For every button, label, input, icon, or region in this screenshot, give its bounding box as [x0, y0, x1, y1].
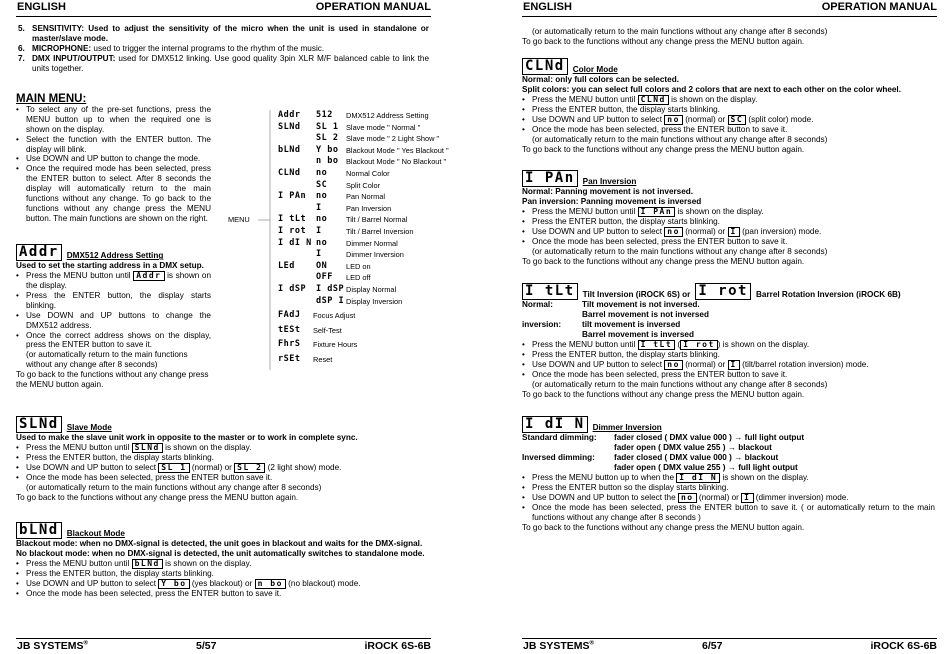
- header-title: OPERATION MANUAL: [821, 1, 937, 13]
- menu-item-label: Tilt / Barrel Normal: [346, 215, 408, 225]
- list-item: • Press the ENTER button, the display starts blinking.: [522, 350, 935, 360]
- section-title-row: [522, 283, 935, 300]
- menu-sub-display: SC: [316, 179, 328, 190]
- lcd-display-icon: I dI N: [522, 416, 588, 433]
- header-language: ENGLISH: [17, 1, 66, 13]
- lcd-display-icon: SLNd: [16, 416, 62, 433]
- back-text: To go back to the functions without any change press the MENU button again.: [522, 36, 805, 46]
- lcd-display-icon: no: [678, 493, 697, 503]
- main-menu-section: [16, 95, 211, 224]
- continued-text: [522, 27, 935, 47]
- menu-main-display: LEd: [278, 260, 295, 271]
- menu-main-display: SLNd: [278, 121, 301, 132]
- menu-sub-display: I: [316, 249, 322, 260]
- list-item: • Use DOWN and UP button to select the no (normal) or I (dimmer inversion) mode.: [522, 493, 935, 503]
- menu-item-label: Blackout Mode " Yes Blackout ": [346, 145, 449, 155]
- lcd-display-icon: I rot: [680, 340, 718, 350]
- back-text: To go back to the functions without any change press the MENU button again.: [522, 522, 805, 532]
- bullet-list: [522, 340, 935, 380]
- note-text: (or automatically return to the main functions without any change after 8 seconds): [26, 350, 188, 370]
- menu-button-label: MENU: [228, 215, 250, 224]
- list-item: • Use DOWN and UP button to select no (normal) or SC (split color) mode.: [522, 115, 935, 125]
- menu-main-display: Addr: [278, 110, 301, 120]
- section-title: Tilt Inversion (iROCK 6S) or: [582, 290, 691, 300]
- lcd-display-icon: no: [664, 115, 683, 125]
- menu-item-label: LED on: [346, 261, 371, 271]
- menu-sub-display: Y bo: [316, 144, 339, 155]
- section-title: Color Mode: [572, 65, 618, 75]
- section-intro: Normal: only full colors can be selected.: [522, 75, 679, 84]
- list-item: • Once the correct address shows on the display, press the ENTER button to save it.: [16, 331, 211, 351]
- lcd-display-icon: bLNd: [16, 522, 62, 539]
- menu-item-label: Pan Normal: [346, 192, 386, 202]
- blackout-section: [16, 522, 429, 599]
- menu-item-label: Self-Test: [313, 325, 342, 335]
- numbered-item: 5. SENSITIVITY: Used to adjust the sensitivity of the micro when the unit is used in standalone or master/slave mode.: [18, 24, 429, 43]
- menu-sub-display: OFF: [316, 272, 333, 283]
- note-text: (or automatically return to the main functions without any change after 8 seconds): [532, 246, 828, 256]
- page-header: [16, 1, 431, 17]
- lcd-display-icon: I rot: [695, 283, 751, 300]
- list-item: • Press the MENU button until I PAn is shown on the display.: [522, 207, 935, 217]
- definition-table: Standard dimming: fader closed ( DMX value 000 ) → full light output fader open ( DMX value 255 ) → blackout Inversed dimming: fader closed ( DMX value 000 ) → blackout fader open ( DMX value 255 ) → full light output: [522, 433, 805, 472]
- note-text: (or automatically return to the main functions without any change after 8 seconds): [532, 134, 828, 144]
- list-item: • Press the MENU button until Addr is shown on the display.: [16, 271, 211, 291]
- definition-table: Normal: Tilt movement is not inversed. Barrel movement is not inversed inversion: tilt movement is inversed Barrel movement is inversed: [522, 300, 709, 339]
- section-intro: Used to make the slave unit work in opposite to the master or to work in complete sync.: [16, 433, 358, 442]
- list-item: • Use DOWN and UP button to select Y bo (yes blackout) or n bo (no blackout) mode.: [16, 579, 429, 589]
- menu-main-display: CLNd: [278, 168, 301, 178]
- section-title: DMX512 Address Setting: [66, 251, 164, 261]
- section-title-row: [522, 58, 935, 75]
- back-text: To go back to the functions without any change press the MENU button again.: [522, 389, 805, 399]
- menu-main-display: FhrS: [278, 339, 301, 350]
- section-intro: Used to set the starting address in a DMX setup.: [16, 261, 204, 270]
- menu-main-display: rSEt: [278, 354, 301, 364]
- menu-tree-diagram: [228, 108, 449, 373]
- menu-sub-display: I dSP: [316, 284, 345, 294]
- lcd-display-icon: SLNd: [132, 443, 163, 453]
- section-intro: Pan inversion: Panning movement is inversed: [522, 196, 702, 206]
- back-text: To go back to the functions without any change press the MENU button again.: [16, 492, 299, 502]
- lcd-display-icon: SL 2: [234, 463, 265, 473]
- list-item: • Use DOWN and UP button to select SL 1 (normal) or SL 2 (2 light show) mode.: [16, 463, 429, 473]
- page-footer: [522, 638, 937, 652]
- menu-item-label: Reset: [313, 355, 333, 364]
- lcd-display-icon: CLNd: [638, 95, 669, 105]
- page-footer: [16, 638, 431, 652]
- list-item: • Once the mode has been selected, press the ENTER button to save it.: [522, 237, 935, 247]
- menu-main-display: I rot: [278, 226, 307, 236]
- menu-main-display: I dI N: [278, 237, 312, 248]
- pan-section: [522, 170, 935, 267]
- header-title: OPERATION MANUAL: [315, 1, 431, 13]
- menu-item-label: Slave mode " Normal ": [346, 122, 421, 132]
- section-intro: No blackout mode: when no DMX-signal is detected, the unit automatically switches to standalone mode.: [16, 548, 425, 558]
- list-item: • To select any of the pre-set functions, press the MENU button up to when the required one is shown on the display.: [16, 105, 211, 135]
- color-section: [522, 58, 935, 155]
- menu-sub-display: 512: [316, 110, 333, 120]
- numbered-item: 7. DMX INPUT/OUTPUT: used for DMX512 linking. Use good quality 3pin XLR M/F balanced cable to link the units together.: [18, 53, 429, 73]
- menu-main-display: I dSP: [278, 284, 307, 294]
- lcd-display-icon: I: [728, 227, 740, 237]
- section-title: Pan Inversion: [582, 177, 637, 187]
- menu-main-display: FAdJ: [278, 310, 301, 321]
- list-item: • Select the function with the ENTER button. The display will blink.: [16, 135, 211, 155]
- footer-model: iROCK 6S-6B: [364, 640, 431, 652]
- menu-sub-display: no: [316, 168, 328, 178]
- lcd-display-icon: SC: [728, 115, 747, 125]
- menu-item-label: Fixture Hours: [313, 340, 358, 350]
- menu-main-display: I PAn: [278, 191, 307, 202]
- menu-item-label: Dimmer Normal: [346, 238, 398, 248]
- section-title-row: [16, 416, 429, 433]
- list-item: • Press the ENTER button, the display starts blinking.: [16, 291, 211, 311]
- menu-item-label: Slave mode " 2 Light Show ": [346, 134, 440, 144]
- lcd-display-icon: I PAn: [638, 207, 676, 217]
- tilt-section: [522, 283, 935, 399]
- list-item: • Use DOWN and UP button to select no (normal) or I (tilt/barrel rotation inversion) mode.: [522, 360, 935, 370]
- menu-sub-display: no: [316, 237, 328, 248]
- lcd-display-icon: I: [741, 493, 753, 503]
- menu-main-display: bLNd: [278, 144, 301, 155]
- list-item: • Press the ENTER button, the display starts blinking.: [16, 569, 429, 579]
- back-text: To go back to the functions without any change press the MENU button again.: [522, 256, 805, 266]
- list-item: • Use DOWN and UP buttons to change the DMX512 address.: [16, 311, 211, 331]
- dimmer-section: [522, 416, 935, 532]
- footer-page-number: 5/57: [196, 640, 217, 652]
- section-heading: MAIN MENU:: [16, 93, 87, 105]
- menu-sub-display: SL 2: [316, 133, 339, 144]
- section-title: Barrel Rotation Inversion (iROCK 6B): [755, 290, 901, 300]
- menu-main-display: I tLt: [278, 214, 307, 225]
- list-item: • Once the mode has been selected, press the ENTER button to save it.: [16, 589, 429, 599]
- list-item: • Once the mode has been selected, press the ENTER button to save it.: [522, 370, 935, 380]
- menu-sub-display: SL 1: [316, 121, 339, 132]
- menu-sub-display: no: [316, 214, 328, 225]
- section-title: Blackout Mode: [66, 529, 125, 539]
- lcd-display-icon: Y bo: [158, 579, 189, 589]
- menu-item-label: Split Color: [346, 180, 381, 190]
- list-item: • Press the ENTER button, the display starts blinking.: [16, 453, 429, 463]
- list-item: • Press the ENTER button, the display starts blinking.: [522, 105, 935, 115]
- menu-item-label: Tilt / Barrel Inversion: [346, 227, 414, 236]
- bullet-list: [522, 95, 935, 135]
- menu-item-label: Display Normal: [346, 285, 397, 294]
- menu-item-label: Pan Inversion: [346, 203, 392, 213]
- slave-section: [16, 416, 429, 503]
- lcd-display-icon: Addr: [16, 244, 62, 261]
- footer-model: iROCK 6S-6B: [870, 640, 937, 652]
- lcd-display-icon: no: [664, 360, 683, 370]
- bullet-list: [16, 559, 429, 599]
- menu-item-label: DMX512 Address Setting: [346, 111, 429, 120]
- bullet-list: [522, 207, 935, 247]
- note-text: (or automatically return to the main functions without any change after 8 seconds): [26, 482, 322, 492]
- lcd-display-icon: CLNd: [522, 58, 568, 75]
- footer-brand: JB SYSTEMS®: [523, 640, 594, 652]
- lcd-display-icon: bLNd: [132, 559, 163, 569]
- section-intro: Blackout mode: when no DMX-signal is detected, the unit goes in blackout and waits for the DMX-signal.: [16, 539, 423, 548]
- list-item: • Press the MENU button until bLNd is shown on the display.: [16, 559, 429, 569]
- list-item: • Press the MENU button until CLNd is shown on the display.: [522, 95, 935, 105]
- list-item: • Once the mode has been selected, press the ENTER button to save it. ( or automatically return to the main functions without any change after 8 seconds ): [522, 503, 935, 523]
- list-item: • Press the MENU button until I tLt ( I rot ) is shown on the display.: [522, 340, 935, 350]
- menu-item-label: Display Inversion: [346, 296, 403, 306]
- list-item: • Use DOWN and UP button to change the mode.: [16, 154, 211, 164]
- numbered-list: [16, 24, 429, 74]
- section-title-row: [16, 244, 211, 261]
- lcd-display-icon: I dI N: [676, 473, 720, 483]
- lcd-display-icon: I PAn: [522, 170, 578, 187]
- menu-sub-display: n bo: [316, 156, 339, 167]
- menu-sub-display: dSP I: [316, 295, 345, 306]
- page-header: [522, 1, 937, 17]
- list-item: • Press the ENTER button so the display starts blinking.: [522, 483, 935, 493]
- section-title-row: [16, 522, 429, 539]
- right-page: [522, 0, 950, 654]
- section-intro: Normal: Panning movement is not inversed.: [522, 187, 694, 196]
- menu-sub-display: I: [316, 226, 322, 236]
- section-title-row: [522, 416, 935, 433]
- section-intro: Split colors: you can select full colors and 2 colors that are next to each other on the color wheel.: [522, 84, 901, 94]
- menu-sub-display: ON: [316, 260, 328, 271]
- footer-brand: JB SYSTEMS®: [17, 640, 88, 652]
- header-language: ENGLISH: [523, 1, 572, 13]
- list-item: • Press the MENU button up to when the I dI N is shown on the display.: [522, 473, 935, 483]
- lcd-display-icon: I tLt: [522, 283, 578, 300]
- section-title-row: [522, 170, 935, 187]
- left-page: [16, 0, 449, 654]
- bullet-list: [16, 443, 429, 483]
- list-item: • Press the MENU button until SLNd is shown on the display.: [16, 443, 429, 453]
- menu-item-label: LED off: [346, 273, 371, 283]
- back-text: To go back to the functions without any change press the MENU button again.: [522, 144, 805, 154]
- menu-item-label: Normal Color: [346, 169, 390, 178]
- lcd-display-icon: SL 1: [158, 463, 189, 473]
- list-item: • Once the mode has been selected, press the ENTER button to save it.: [522, 125, 935, 135]
- note-text: (or automatically return to the main functions without any change after 8 seconds): [532, 27, 828, 36]
- lcd-display-icon: I tLt: [638, 340, 676, 350]
- section-title: Dimmer Inversion: [592, 423, 662, 433]
- bullet-list: [16, 271, 211, 350]
- footer-page-number: 6/57: [702, 640, 723, 652]
- note-text: (or automatically return to the main functions without any change after 8 seconds): [532, 379, 828, 389]
- menu-item-label: Dimmer Inversion: [346, 250, 404, 260]
- lcd-display-icon: no: [664, 227, 683, 237]
- list-item: • Once the required mode has been selected, press the ENTER button to select. After 8 seconds the display will automatically return to the main functions without any change. To go back to the functions without any change press the MENU button. The main functions are shown on the right.: [16, 164, 211, 223]
- menu-sub-display: no: [316, 191, 328, 202]
- list-item: • Use DOWN and UP button to select no (normal) or I (pan inversion) mode.: [522, 227, 935, 237]
- list-item: • Once the mode has been selected, press the ENTER button save it.: [16, 473, 429, 483]
- numbered-item: 6. MICROPHONE: used to trigger the internal programs to the rhythm of the music.: [18, 43, 325, 53]
- lcd-display-icon: Addr: [133, 271, 164, 281]
- menu-main-display: tESt: [278, 324, 301, 335]
- section-title: Slave Mode: [66, 423, 112, 433]
- lcd-display-icon: n bo: [255, 579, 286, 589]
- addr-section: [16, 244, 211, 390]
- bullet-list: [16, 105, 211, 224]
- lcd-display-icon: I: [728, 360, 740, 370]
- back-text: To go back to the functions without any change press the MENU button again.: [16, 370, 209, 390]
- bullet-list: [522, 473, 935, 523]
- list-item: • Press the ENTER button, the display starts blinking.: [522, 217, 935, 227]
- menu-item-label: Blackout Mode " No Blackout ": [346, 157, 447, 167]
- menu-sub-display: I: [316, 202, 322, 213]
- menu-item-label: Focus Adjust: [313, 311, 356, 321]
